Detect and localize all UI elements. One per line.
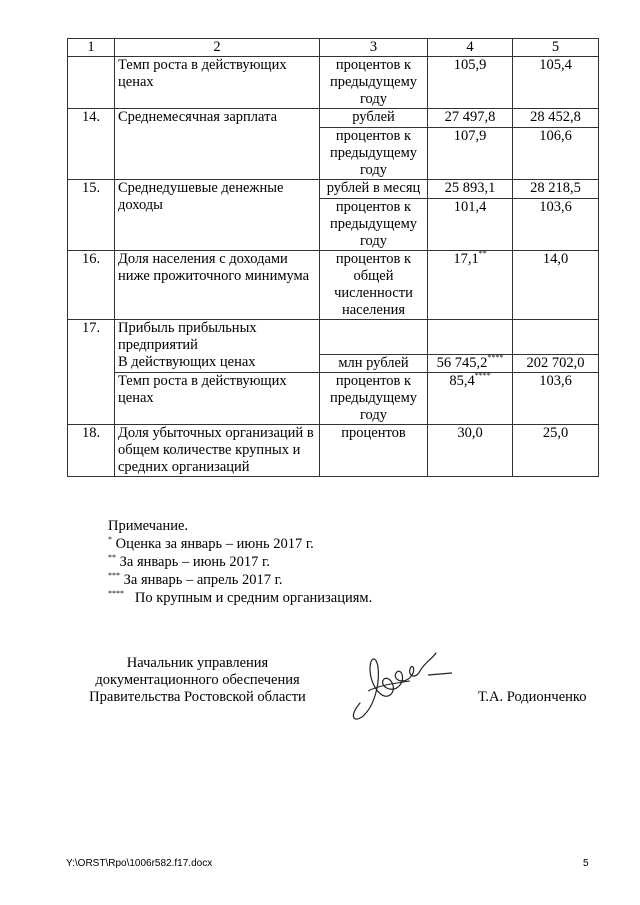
header-col-2: 2: [115, 39, 320, 57]
table-row: [68, 320, 599, 355]
row-value-5: 14,0: [513, 251, 599, 320]
row-value-5: [513, 320, 599, 355]
page-number: 5: [583, 858, 589, 869]
note-mark: **: [108, 553, 116, 562]
table-row: [68, 372, 599, 424]
note-text: Оценка за январь – июнь 2017 г.: [112, 536, 314, 552]
row-value-4: 105,9: [428, 57, 513, 109]
row-value-4: 25 893,1: [428, 180, 513, 199]
note-text: По крупным и средним организациям.: [124, 590, 373, 606]
note-mark: ****: [108, 589, 124, 598]
table-row: [68, 180, 599, 199]
notes-title: Примечание.: [108, 518, 189, 534]
row-number: [68, 57, 115, 109]
row-unit: рублей в месяц: [320, 180, 428, 199]
note-item: [108, 589, 372, 607]
table-row: [68, 354, 599, 372]
row-number: 15.: [68, 180, 115, 251]
row-unit: рублей: [320, 109, 428, 128]
row-number: 14.: [68, 109, 115, 180]
row-indicator: Среднемесячная зарплата: [115, 109, 320, 180]
notes-block: [108, 517, 372, 607]
note-item: [108, 553, 372, 571]
row-value-5: 103,6: [513, 199, 599, 251]
header-col-4: 4: [428, 39, 513, 57]
row-indicator: В действующих ценах: [115, 354, 320, 372]
row-unit: процентов к предыдущему году: [320, 128, 428, 180]
row-value-5: 25,0: [513, 424, 599, 476]
row-unit: процентов к предыдущему году: [320, 57, 428, 109]
row-value-4: 56 745,2: [436, 354, 488, 371]
row-value-4: 101,4: [428, 199, 513, 251]
row-indicator: Прибыль прибыльных предприятий: [115, 320, 320, 355]
row-number: 18.: [68, 424, 115, 476]
row-value-4-cell: [428, 251, 513, 320]
note-text: За январь – апрель 2017 г.: [120, 572, 283, 588]
header-row: [68, 39, 599, 57]
note-item: [108, 535, 372, 553]
footnote-mark: **: [478, 249, 487, 258]
row-unit: процентов к общей численности населения: [320, 251, 428, 320]
header-col-5: 5: [513, 39, 599, 57]
row-value-4-cell: [428, 354, 513, 372]
row-indicator: Темп роста в действующих ценах: [115, 372, 320, 424]
position-line: документационного обеспечения: [95, 672, 300, 688]
table-row: [68, 57, 599, 109]
note-mark: ***: [108, 571, 120, 580]
handwritten-signature: [340, 645, 460, 725]
footnote-mark: ****: [474, 370, 491, 380]
row-value-4: 30,0: [428, 424, 513, 476]
table-row: [68, 109, 599, 128]
row-value-5: 28 218,5: [513, 180, 599, 199]
row-unit: процентов к предыдущему году: [320, 199, 428, 251]
signatory-name: Т.А. Родионченко: [478, 689, 587, 705]
footnote-mark: ****: [487, 352, 504, 362]
row-value-5: 105,4: [513, 57, 599, 109]
row-indicator: Темп роста в действующих ценах: [115, 57, 320, 109]
row-indicator: Среднедушевые денежные доходы: [115, 180, 320, 251]
header-col-1: 1: [68, 39, 115, 57]
row-value-4: [428, 320, 513, 355]
row-value-5: 103,6: [513, 372, 599, 424]
row-number: 16.: [68, 251, 115, 320]
table-row: [68, 251, 599, 320]
row-number: 17.: [68, 320, 115, 425]
row-value-4: 17,1: [453, 251, 479, 267]
note-item: [108, 571, 372, 589]
row-indicator: Доля убыточных организаций в общем количестве крупных и средних организаций: [115, 424, 320, 476]
row-value-5: 28 452,8: [513, 109, 599, 128]
table-row: [68, 424, 599, 476]
row-value-4: 27 497,8: [428, 109, 513, 128]
row-value-4: 107,9: [428, 128, 513, 180]
position-line: Правительства Ростовской области: [89, 689, 306, 705]
note-text: За январь – июнь 2017 г.: [116, 554, 270, 570]
row-unit: [320, 320, 428, 355]
row-unit: процентов: [320, 424, 428, 476]
row-value-5: 106,6: [513, 128, 599, 180]
row-value-4-cell: [428, 372, 513, 424]
footer-file-path: Y:\ORST\Rpo\1006r582.f17.docx: [66, 858, 213, 869]
header-col-3: 3: [320, 39, 428, 57]
row-value-5: 202 702,0: [513, 354, 599, 372]
indicators-table: [67, 38, 599, 477]
note-mark: *: [108, 535, 112, 544]
row-unit: млн рублей: [320, 354, 428, 372]
row-unit: процентов к предыдущему году: [320, 372, 428, 424]
signatory-position: [66, 655, 329, 706]
row-indicator: Доля населения с доходами ниже прожиточного минимума: [115, 251, 320, 320]
position-line: Начальник управления: [126, 655, 269, 671]
row-value-4: 85,4: [449, 372, 475, 389]
